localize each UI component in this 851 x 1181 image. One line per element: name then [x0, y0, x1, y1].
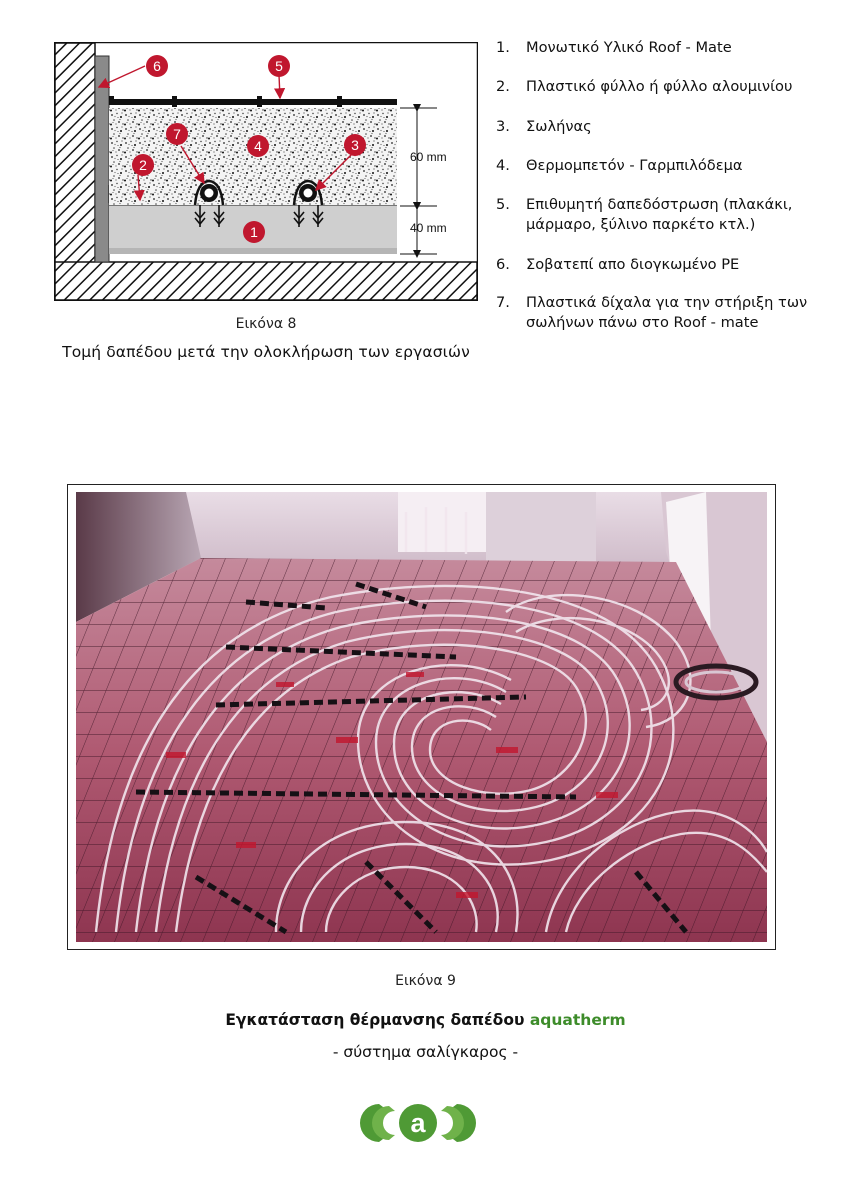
- figure-9-label: Εικόνα 9: [395, 973, 456, 989]
- callout-7: [166, 123, 188, 145]
- callout-1: [243, 221, 265, 243]
- callout-2: [132, 154, 154, 176]
- svg-text:6: 6: [153, 58, 161, 74]
- figure-8-caption: Τομή δαπέδου μετά την ολοκλήρωση των εργασιών: [62, 343, 470, 361]
- floor-slab: [55, 262, 477, 300]
- floor-finish: [109, 99, 397, 105]
- figure-8-label: Εικόνα 8: [235, 316, 297, 332]
- floor-section-diagram: [54, 42, 478, 301]
- svg-text:7: 7: [173, 126, 181, 142]
- figure-9-caption: Εγκατάσταση θέρμανσης δαπέδου aquatherm: [225, 1011, 626, 1029]
- dim-upper: 60 mm: [410, 150, 447, 164]
- brand-name: aquatherm: [529, 1011, 626, 1029]
- underfloor-heating-photo: [76, 492, 767, 942]
- callout-4: [247, 135, 269, 157]
- screed-layer: [109, 108, 397, 205]
- svg-text:3: 3: [351, 137, 359, 153]
- dim-lower: 40 mm: [410, 221, 447, 235]
- wall: [55, 43, 95, 263]
- skirting-pe: [95, 56, 109, 262]
- callout-3: [344, 134, 366, 156]
- aquatherm-logo: [357, 1102, 479, 1144]
- svg-text:5: 5: [275, 58, 283, 74]
- svg-text:2: 2: [139, 157, 147, 173]
- svg-text:1: 1: [250, 224, 258, 240]
- figure-9-subtitle: - σύστημα σαλίγκαρος -: [332, 1043, 519, 1061]
- svg-text:a: a: [410, 1108, 426, 1138]
- svg-text:4: 4: [254, 138, 262, 154]
- photo-frame: [67, 484, 776, 950]
- callout-5: [268, 55, 290, 77]
- callout-6: [146, 55, 168, 77]
